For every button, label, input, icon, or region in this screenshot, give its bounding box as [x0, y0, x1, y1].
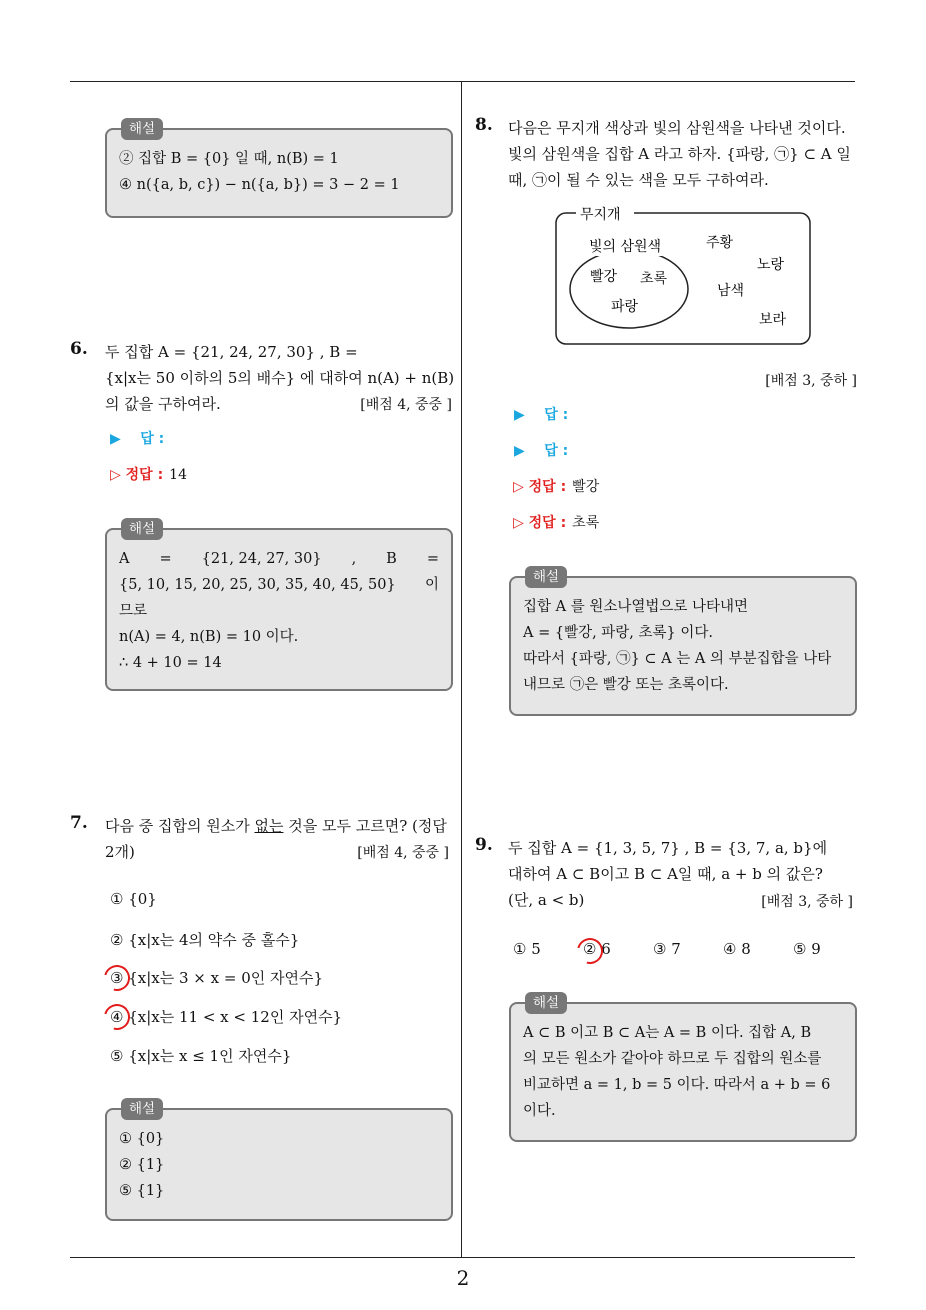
- solution-line: 비교하면 a = 1, b = 5 이다. 따라서 a + b = 6: [523, 1077, 831, 1093]
- answer-line: ▶ 답 :: [514, 407, 569, 423]
- page-number: 2: [456, 1266, 470, 1290]
- solution-line: 의 모든 원소가 같아야 하므로 두 집합의 원소를: [523, 1051, 822, 1067]
- option-3[interactable]: ③ {x|x는 3 × x = 0인 자연수}: [110, 969, 324, 987]
- question-line: 때, ㉠이 될 수 있는 색을 모두 구하여라.: [508, 171, 769, 189]
- correct-label: 정답 :: [125, 467, 164, 483]
- solution-line: ∴ 4 + 10 = 14: [119, 655, 222, 671]
- solution-line: A = {빨강, 파랑, 초록} 이다.: [523, 625, 713, 641]
- correct-label: 정답 :: [528, 515, 567, 531]
- question-number-8: 8.: [475, 115, 493, 135]
- correct-value: 14: [169, 467, 187, 483]
- solution-token: A: [119, 551, 130, 567]
- solution-line: ① {0}: [119, 1131, 165, 1147]
- answer-circle-mark: [99, 999, 135, 1035]
- solution-line: 집합 A 를 원소나열법으로 나타내면: [523, 599, 749, 615]
- solution-line: A ⊂ B 이고 B ⊂ A는 A = B 이다. 집합 A, B: [523, 1025, 812, 1041]
- element-orange: 주황: [706, 235, 734, 251]
- question-line: 두 집합 A = {21, 24, 27, 30} , B =: [105, 343, 358, 361]
- question-8-meta: [배점 3, 중하 ]: [765, 373, 857, 389]
- solution-line: n(A) = 4, n(B) = 10 이다.: [119, 629, 299, 645]
- solution-token: {5, 10, 15, 20, 25, 30, 35, 40, 45, 50}: [119, 577, 396, 593]
- question-line: 빛의 삼원색을 집합 A 라고 하자. {파랑, ㉠} ⊂ A 일: [508, 145, 851, 163]
- solution-line: 이다.: [523, 1103, 556, 1119]
- solution-token: {21, 24, 27, 30}: [201, 551, 322, 567]
- option-1[interactable]: ① 5: [513, 940, 541, 958]
- correct-answer: ▷ 정답 : 빨강: [513, 479, 600, 495]
- option-5[interactable]: ⑤ {x|x는 x ≤ 1인 자연수}: [110, 1047, 292, 1065]
- correct-value: 초록: [572, 515, 600, 531]
- correct-answer: ▷ 정답 : 초록: [513, 515, 600, 531]
- question-line: {x|x는 50 이하의 5의 배수} 에 대하여 n(A) + n(B): [105, 369, 455, 387]
- element-indigo: 남색: [717, 283, 745, 299]
- solution-token: =: [159, 551, 172, 567]
- answer-circle-mark: [99, 960, 135, 996]
- question-number-7: 7.: [70, 813, 88, 833]
- solution-line: ④ n({a, b, c}) − n({a, b}) = 3 − 2 = 1: [119, 177, 400, 193]
- option-1[interactable]: ① {0}: [110, 890, 157, 908]
- solution-line: ② 집합 B = {0} 일 때, n(B) = 1: [119, 151, 339, 167]
- question-9-meta: [배점 3, 중하 ]: [761, 894, 853, 910]
- question-number-6: 6.: [70, 339, 88, 359]
- solution-box-9: [509, 995, 857, 1142]
- element-violet: 보라: [759, 312, 787, 328]
- correct-label: 정답 :: [528, 479, 567, 495]
- question-line: 다음은 무지개 색상과 빛의 삼원색을 나타낸 것이다.: [508, 119, 846, 137]
- column-divider: [461, 82, 462, 1257]
- solution-token: ,: [351, 551, 357, 567]
- element-green: 초록: [640, 271, 668, 287]
- answer-label: 답 :: [544, 443, 569, 459]
- solution-box-8: [509, 569, 857, 716]
- rainbow-label: 무지개: [580, 207, 621, 223]
- solution-line: ② {1}: [119, 1157, 165, 1173]
- question-line: 대하여 A ⊂ B이고 B ⊂ A일 때, a + b 의 값은?: [508, 865, 823, 883]
- venn-diagram: [550, 203, 815, 348]
- option-4[interactable]: ④ {x|x는 11 < x < 12인 자연수}: [110, 1008, 343, 1026]
- solution-tag: 해설: [525, 566, 567, 588]
- question-6-meta: [배점 4, 중중 ]: [360, 397, 452, 413]
- primary-colors-label: 빛의 삼원색: [589, 239, 662, 255]
- element-red: 빨강: [590, 269, 618, 285]
- option-4[interactable]: ④ 8: [723, 940, 751, 958]
- option-2[interactable]: ② 6: [583, 940, 611, 958]
- option-3[interactable]: ③ 7: [653, 940, 681, 958]
- bottom-rule: [70, 1257, 855, 1258]
- question-line: 2개): [105, 843, 135, 861]
- question-line: (단, a < b): [508, 891, 585, 909]
- question-7-meta: [배점 4, 중중 ]: [357, 845, 449, 861]
- solution-box-6: [105, 521, 453, 691]
- solution-box-7: [105, 1101, 453, 1221]
- question-line: [105, 813, 455, 839]
- element-blue: 파랑: [611, 299, 639, 315]
- question-text-part: 다음 중 집합의 원소가: [105, 817, 255, 835]
- solution-token: 이: [424, 577, 439, 593]
- element-yellow: 노랑: [757, 257, 785, 273]
- answer-line: ▶ 답 :: [514, 443, 569, 459]
- solution-tag: 해설: [121, 1098, 163, 1120]
- solution-tag: 해설: [525, 992, 567, 1014]
- question-number-9: 9.: [475, 835, 493, 855]
- question-line: 의 값을 구하여라.: [105, 395, 221, 413]
- solution-line: 내므로 ㉠은 빨강 또는 초록이다.: [523, 677, 729, 693]
- answer-label: 답 :: [544, 407, 569, 423]
- solution-line: 따라서 {파랑, ㉠} ⊂ A 는 A 의 부분집합을 나타: [523, 651, 832, 667]
- correct-value: 빨강: [572, 479, 600, 495]
- answer-label: 답 :: [140, 431, 165, 447]
- solution-tag: 해설: [121, 118, 163, 140]
- option-2[interactable]: ② {x|x는 4의 약수 중 홀수}: [110, 931, 300, 949]
- solution-line: [119, 572, 439, 598]
- solution-token: =: [426, 551, 439, 567]
- solution-line: ⑤ {1}: [119, 1183, 165, 1199]
- solution-token: B: [386, 551, 397, 567]
- top-rule: [70, 81, 855, 82]
- option-5[interactable]: ⑤ 9: [793, 940, 821, 958]
- question-line: 두 집합 A = {1, 3, 5, 7} , B = {3, 7, a, b}에: [508, 839, 828, 857]
- question-8-text: [508, 115, 860, 193]
- solution-tag: 해설: [121, 518, 163, 540]
- correct-answer: ▷ 정답 : 14: [110, 467, 187, 483]
- solution-box-5: [105, 121, 453, 218]
- underlined-word: 없는: [254, 817, 284, 835]
- solution-line: 므로: [119, 603, 148, 619]
- answer-line: ▶ 답 :: [110, 431, 165, 447]
- answer-circle-mark: [572, 933, 608, 969]
- question-text-part: 것을 모두 고르면? (정답: [283, 817, 447, 835]
- solution-line: [119, 546, 439, 572]
